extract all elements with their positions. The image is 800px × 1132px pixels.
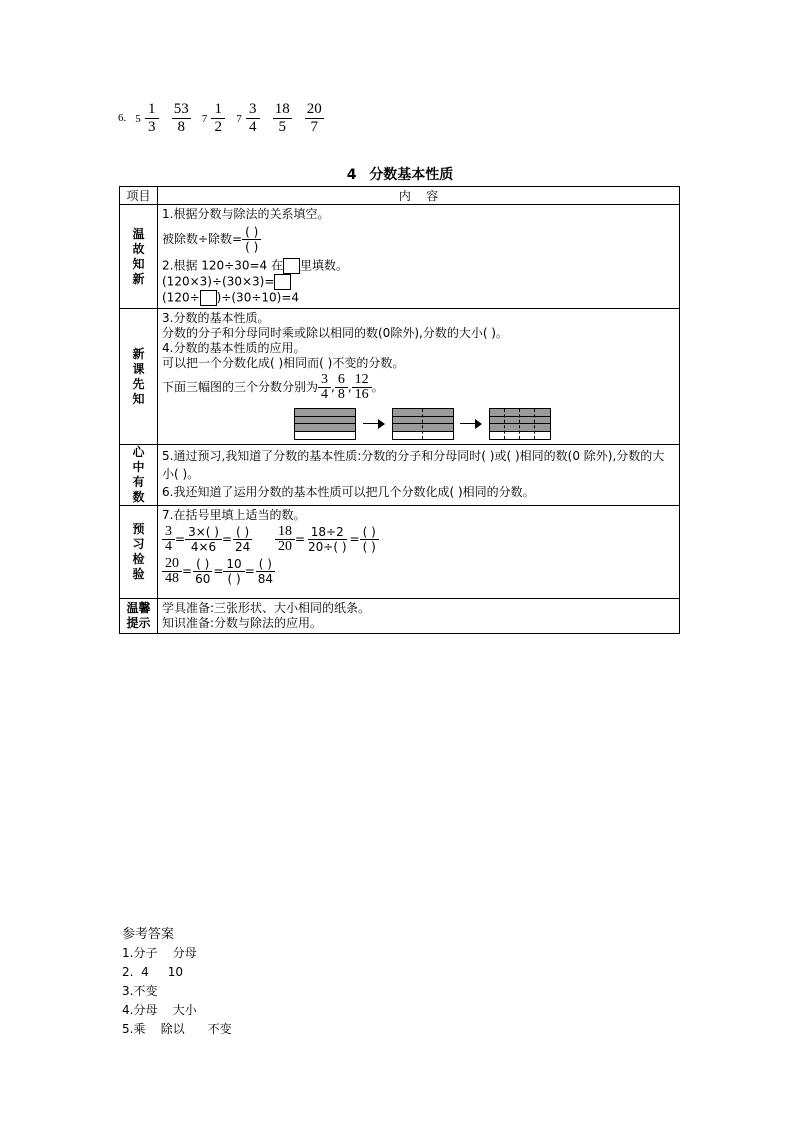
header-item: 项目: [120, 187, 158, 205]
tip-line: 学具准备:三张形状、大小相同的纸条。: [162, 601, 371, 615]
strip-eighths: [392, 408, 454, 440]
question-4: 4.分数的基本性质的应用。: [162, 341, 306, 355]
row-content: [158, 309, 680, 445]
answer-line: 5.乘 除以 不变: [122, 1022, 232, 1036]
fraction-item: $\frac{53}{8}$: [173, 100, 189, 135]
fraction-item: $\frac{20}{7}$: [306, 100, 322, 135]
row-content: [158, 445, 680, 506]
answer-line: 3.不变: [122, 984, 158, 998]
answer-line: 4.分母 大小: [122, 1003, 197, 1017]
fraction-item: 7 $\frac{1}{2}$: [194, 101, 229, 136]
row-content: [158, 205, 680, 309]
equation-row: $\frac{20}{48}$ = ( ) 60 = 10 ( ) = ( ) 84: [162, 557, 675, 586]
table-row: [120, 506, 680, 599]
question-2: 2.根据 120÷30=4 在 里填数。: [162, 258, 349, 273]
section-title: [0, 164, 800, 184]
table-row: [120, 205, 680, 309]
arrow-icon: [363, 419, 385, 429]
arrow-icon: [460, 419, 482, 429]
fraction-item: $\frac{18}{5}$: [274, 100, 290, 135]
section-title-text: 分数基本性质: [369, 167, 454, 183]
header-content: 内 容: [158, 187, 680, 205]
answer-section: [122, 925, 232, 1039]
question-4-text: 可以把一个分数化成( )相同而( )不变的分数。: [162, 356, 405, 370]
answer-blank[interactable]: ( ): [245, 240, 259, 254]
strip-quarters: [294, 408, 356, 440]
row-label-text: 新课先知: [132, 346, 145, 406]
answer-box[interactable]: [274, 274, 291, 290]
row-content: [158, 599, 680, 634]
row-content: [158, 506, 680, 599]
question-4-pic-text: 下面三幅图的三个分数分别为 $\frac{3}{4}$ , $\frac{6}{8}$ , $\frac{12}{16}$ 。: [162, 372, 384, 402]
question-1: 1.根据分数与除法的关系填空。: [162, 207, 330, 221]
row-label: [120, 309, 158, 445]
answer-blank[interactable]: ( ): [193, 557, 212, 572]
top-label: 6.: [118, 112, 127, 124]
row-label-text: 温故知新: [132, 226, 145, 286]
row-label: [120, 205, 158, 309]
question-7: 7.在括号里填上适当的数。: [162, 508, 306, 522]
answer-box[interactable]: [283, 258, 300, 274]
preview-table: [119, 186, 680, 634]
table-row: [120, 445, 680, 506]
answer-blank[interactable]: ( ): [242, 225, 261, 240]
answer-blank[interactable]: ( ): [227, 572, 241, 586]
row-label: [120, 445, 158, 506]
answer-heading: 参考答案: [122, 927, 175, 942]
answer-box[interactable]: [200, 290, 217, 306]
row-label-text: 预习检验: [132, 522, 145, 581]
question-5: 5.通过预习,我知道了分数的基本性质:分数的分子和分母同时( )或( )相同的数(0 除外),分数的大小( )。: [162, 449, 665, 481]
table-row: [120, 599, 680, 634]
question-3-text: 分数的分子和分母同时乘或除以相同的数(0除外),分数的大小( )。: [162, 326, 508, 340]
question-6: 6.我还知道了运用分数的基本性质可以把几个分数化成( )相同的分数。: [162, 485, 535, 499]
row-label: [120, 599, 158, 634]
answer-blank[interactable]: ( ): [233, 525, 252, 540]
answer-line: 1.分子 分母: [122, 946, 197, 960]
row-label-text: 心中有数: [132, 445, 145, 504]
strip-sixteenths: [489, 408, 551, 440]
answer-line: 2. 4 10: [122, 965, 184, 979]
row-label: [120, 506, 158, 599]
question-1-expr: 被除数÷除数= ( ) ( ): [162, 225, 675, 254]
fraction-item: 5 $\frac{1}{3}$: [127, 101, 162, 136]
top-fraction-list: [118, 96, 327, 140]
row-label-text: 温馨提示: [126, 601, 151, 630]
question-2-line2: (120÷ )÷(30÷10)=4: [162, 290, 300, 305]
section-number: 4: [346, 167, 357, 183]
tip-line: 知识准备:分数与除法的应用。: [162, 616, 323, 630]
table-header: [120, 187, 680, 205]
table-row: [120, 309, 680, 445]
question-2-line1: (120×3)÷(30×3)=: [162, 274, 675, 290]
question-3: 3.分数的基本性质。: [162, 311, 270, 325]
answer-blank[interactable]: ( ): [256, 557, 275, 572]
equation-row: $\frac{3}{4}$ = $\frac{3\times( )}{4\times 6}$ = ( ) 24 $\frac{18}{20}$ = $\frac{18\div 2}{20\div( )}$ = ( ) ( ): [162, 525, 675, 554]
answer-blank[interactable]: ( ): [362, 540, 376, 554]
fraction-item: 7 $\frac{3}{4}$: [228, 101, 263, 136]
fraction-strips-figure: [294, 408, 675, 440]
answer-blank[interactable]: ( ): [360, 525, 379, 540]
